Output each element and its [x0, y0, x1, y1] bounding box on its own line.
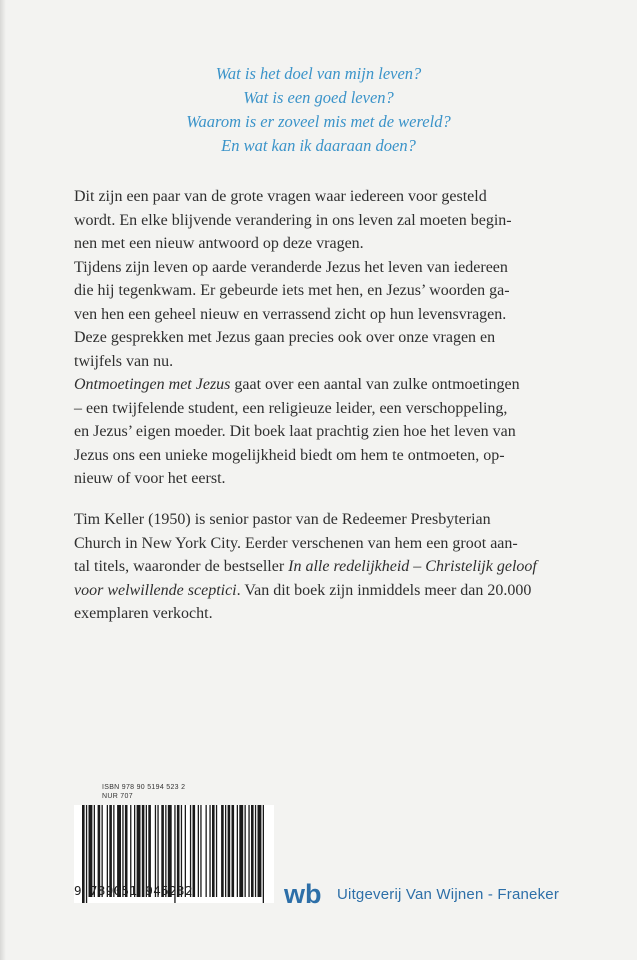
question-line: Wat is het doel van mijn leven?	[215, 64, 422, 83]
author-bio	[74, 508, 574, 626]
description-line: wordt. En elke blijvende verandering in ons leven zal moeten begin-	[74, 211, 512, 229]
bio-line: Tim Keller (1950) is senior pastor van de Redeemer Presbyterian	[74, 511, 491, 528]
question-line: Wat is een goed leven?	[243, 88, 394, 107]
bio-line	[74, 579, 574, 603]
description-line: Deze gesprekken met Jezus gaan precies ook over onze vragen en	[74, 329, 496, 346]
description-line: en Jezus’ eigen moeder. Dit boek laat prachtig zien hoe het leven van	[74, 423, 516, 440]
description-line: ven hen een geheel nieuw en verrassend zicht op hun levensvragen.	[74, 305, 507, 323]
bio-line: Church in New York City. Eerder verschenen van hem een groot aan-	[74, 534, 518, 552]
description-line: Jezus ons een unieke mogelijkheid biedt om hem te ontmoeten, op-	[74, 446, 505, 464]
description-line: – een twijfelende student, een religieuze leider, een verschoppeling,	[74, 399, 508, 417]
description-line: twijfels van nu.	[74, 352, 174, 370]
book-title: Ontmoetingen met Jezus	[74, 376, 231, 393]
question-block	[0, 62, 637, 158]
publisher-logo-text: wb	[284, 879, 322, 909]
barcode-block	[74, 783, 274, 903]
isbn-label: ISBN 978 90 5194 523 2	[102, 784, 186, 791]
publisher-logo-icon	[283, 878, 329, 910]
description-line: nen met een nieuw antwoord op deze vragen.	[74, 235, 364, 252]
question-line: En wat kan ik daaraan doen?	[221, 136, 416, 155]
bio-text: . Van dit boek zijn inmiddels meer dan 20.000	[236, 581, 532, 599]
question-line: Waarom is er zoveel mis met de wereld?	[186, 112, 451, 131]
bestseller-title-cont: voor welwillende sceptici	[74, 581, 237, 599]
publisher-name: Uitgeverij Van Wijnen - Franeker	[337, 885, 560, 903]
bio-text: tal titels, waaronder de bestseller	[74, 558, 289, 575]
barcode-digits: 9 789051 945232	[74, 883, 193, 898]
description-text: gaat over een aantal van zulke ontmoetingen	[230, 376, 520, 393]
description-line: die hij tegenkwam. Er gebeurde iets met hen, en Jezus’ woorden ga-	[74, 282, 510, 299]
bio-line: exemplaren verkocht.	[74, 605, 213, 622]
nur-label: NUR 707	[102, 793, 133, 800]
description-line: Tijdens zijn leven op aarde veranderde Jezus het leven van iedereen	[74, 258, 508, 276]
description-line: nieuw of voor het eerst.	[74, 470, 226, 487]
publisher	[283, 878, 559, 910]
book-description	[74, 185, 574, 491]
description-line	[74, 373, 574, 397]
bestseller-title: In alle redelijkheid – Christelijk geloof	[288, 558, 537, 575]
bio-line	[74, 555, 574, 579]
description-line: Dit zijn een paar van de grote vragen waar iedereen voor gesteld	[74, 188, 487, 205]
